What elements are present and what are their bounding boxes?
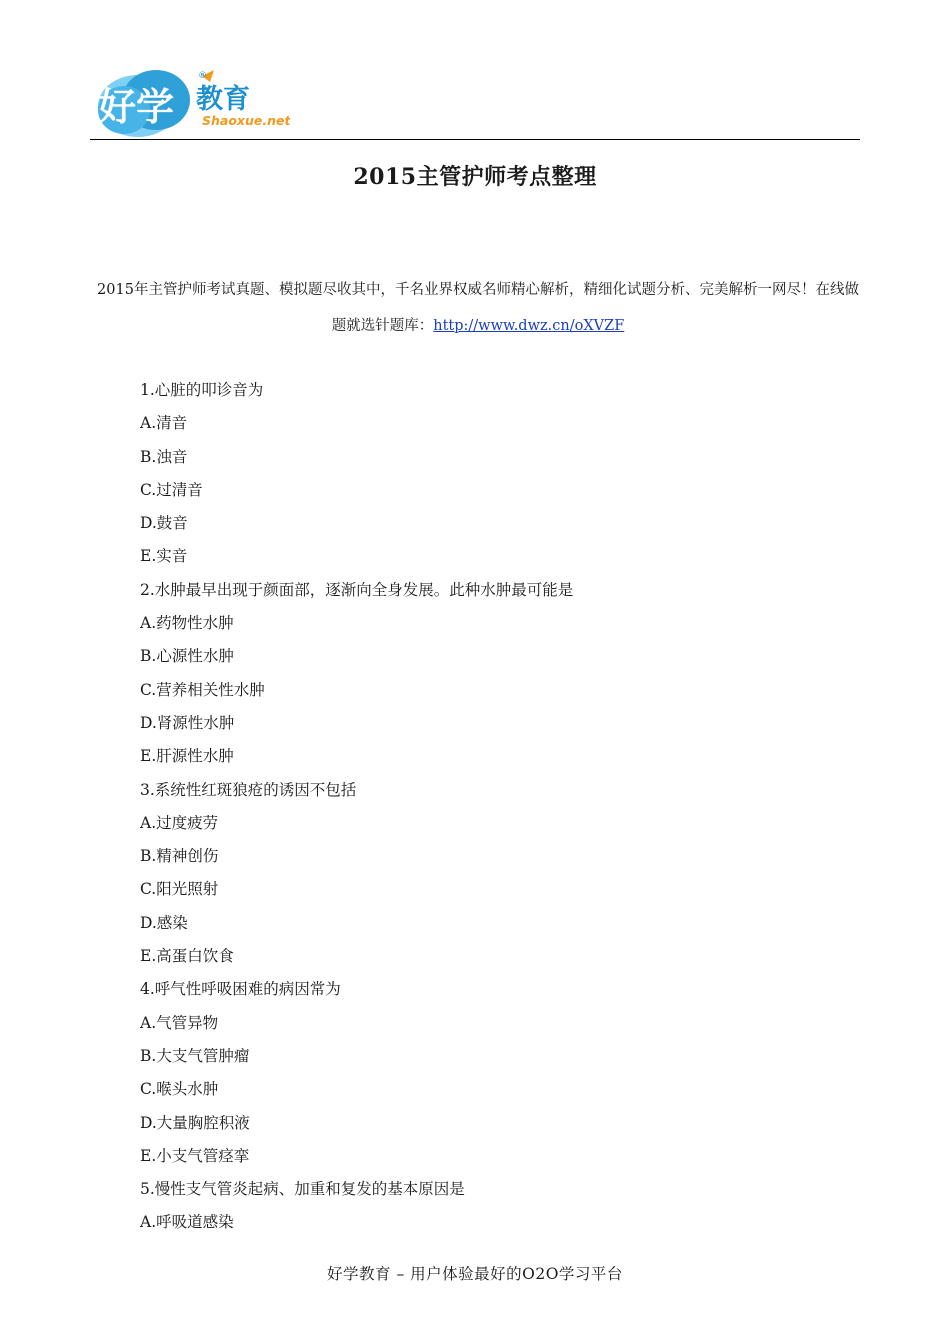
answer-option: C.喉头水肿: [140, 1080, 219, 1099]
logo-text-part2: 教育: [196, 84, 250, 115]
answer-option: C.阳光照射: [140, 880, 219, 899]
answer-option: B.心源性水肿: [140, 647, 234, 666]
answer-option: B.精神创伤: [140, 847, 219, 866]
answer-option: B.大支气管肿瘤: [140, 1046, 250, 1065]
page-footer: 好学教育 – 用户体验最好的O2O学习平台: [327, 1265, 623, 1283]
intro-text: 2015年主管护师考试真题、模拟题尽收其中，千名业界权威名师精心解析，精细化试题分析、完美解析一网尽！在线做题就选针题库：: [97, 282, 859, 334]
question-bank-link[interactable]: http://www.dwz.cn/oXVZF: [433, 318, 625, 334]
answer-option: E.肝源性水肿: [140, 747, 234, 766]
header-divider: [90, 139, 860, 140]
answer-option: A.过度疲劳: [140, 813, 219, 832]
answer-option: A.清音: [140, 414, 188, 433]
question-stem: 4.呼气性呼吸困难的病因常为: [140, 980, 341, 999]
answer-option: E.小支气管痉挛: [140, 1146, 250, 1165]
question-stem: 3.系统性红斑狼疮的诱因不包括: [140, 780, 357, 799]
answer-option: E.实音: [140, 547, 188, 566]
question-stem: 5.慢性支气管炎起病、加重和复发的基本原因是: [140, 1180, 465, 1199]
logo-registered-mark: ®: [198, 71, 207, 81]
answer-option: D.感染: [140, 913, 188, 932]
question-list: [140, 374, 840, 1240]
answer-option: B.浊音: [140, 447, 188, 466]
answer-option: C.过清音: [140, 480, 203, 499]
haoxue-logo: [90, 62, 290, 140]
answer-option: D.肾源性水肿: [140, 713, 235, 732]
logo-text-part1: 好学: [98, 85, 175, 129]
page-header: [90, 62, 860, 142]
answer-option: A.药物性水肿: [140, 614, 234, 633]
question-stem: 1.心脏的叩诊音为: [140, 381, 264, 399]
answer-option: E.高蛋白饮食: [140, 947, 234, 966]
answer-option: D.鼓音: [140, 514, 188, 533]
question-stem: 2.水肿最早出现于颜面部，逐渐向全身发展。此种水肿最可能是: [140, 580, 574, 599]
page-title: 2015主管护师考点整理: [353, 164, 597, 190]
answer-option: A.呼吸道感染: [140, 1213, 234, 1232]
answer-option: A.气管异物: [140, 1013, 219, 1032]
answer-option: C.营养相关性水肿: [140, 680, 265, 699]
logo-domain: Shaoxue.net: [202, 113, 290, 128]
intro-paragraph: [92, 272, 864, 344]
answer-option: D.大量胸腔积液: [140, 1113, 250, 1132]
